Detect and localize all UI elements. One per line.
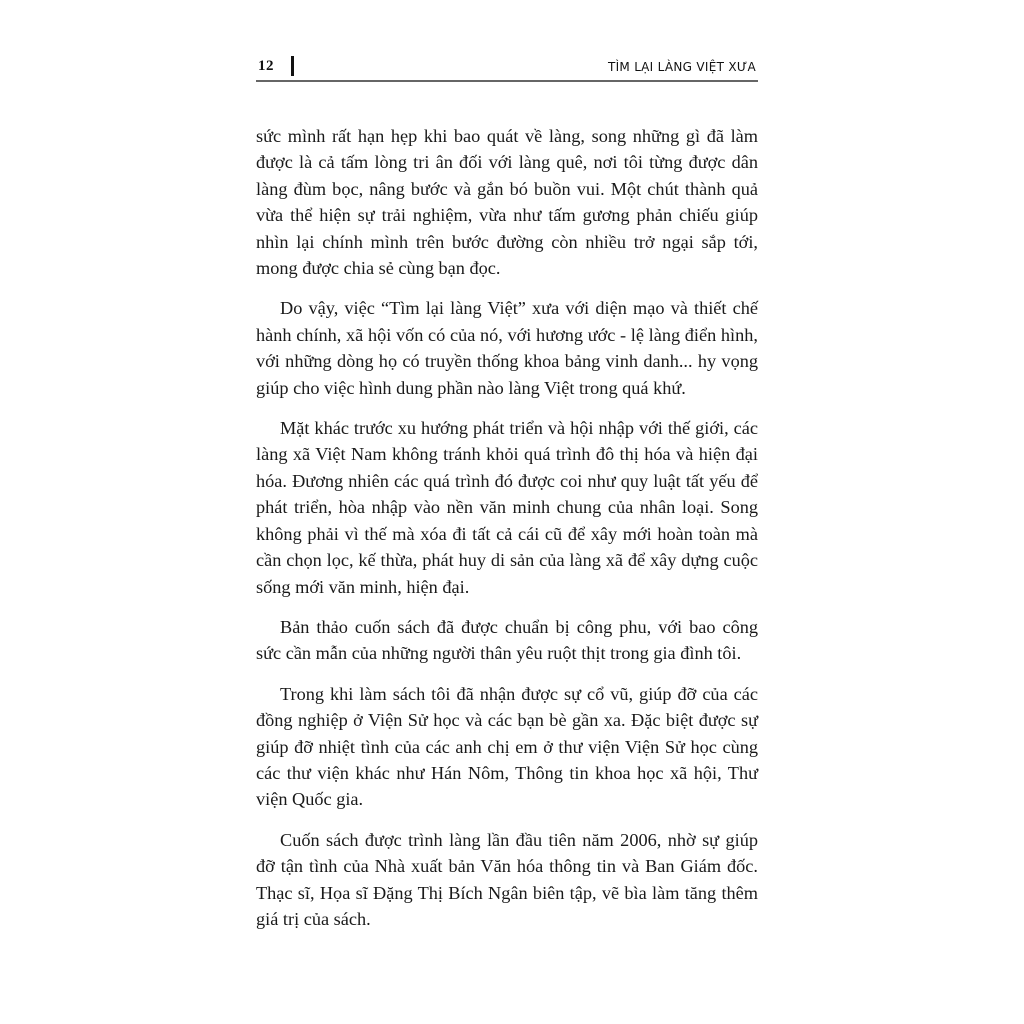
header-rule xyxy=(256,80,758,82)
paragraph: sức mình rất hạn hẹp khi bao quát về làng, song những gì đã làm được là cả tấm lòng tri ân đối với làng quê, nơi tôi từng được dân làng đùm bọc, nâng bước và gắn bó buồn vui. Một chút thành quả vừa thể hiện sự trải nghiệm, vừa như tấm gương phản chiếu giúp nhìn lại chính mình trên bước đường còn nhiều trở ngại sắp tới, mong được chia sẻ cùng bạn đọc. xyxy=(256,126,758,279)
paragraph: Mặt khác trước xu hướng phát triển và hội nhập với thế giới, các làng xã Việt Nam không tránh khỏi quá trình đô thị hóa và hiện đại hóa. Đương nhiên các quá trình đó được coi như quy luật tất yếu để phát triển, hòa nhập vào nền văn minh chung của nhân loại. Song không phải vì thế mà xóa đi tất cả cái cũ để xây mới hoàn toàn mà cần chọn lọc, kế thừa, phát huy di sản của làng xã để xây dựng cuộc sống mới văn minh, hiện đại. xyxy=(256,418,758,597)
page-header xyxy=(256,58,758,82)
paragraph: Trong khi làm sách tôi đã nhận được sự cổ vũ, giúp đỡ của các đồng nghiệp ở Viện Sử học và các bạn bè gần xa. Đặc biệt được sự giúp đỡ nhiệt tình của các anh chị em ở thư viện Viện Sử học cùng các thư viện khác như Hán Nôm, Thông tin khoa học xã hội, Thư viện Quốc gia. xyxy=(256,683,758,810)
body-text xyxy=(256,123,758,946)
header-divider-bar xyxy=(291,56,294,76)
paragraph: Bản thảo cuốn sách đã được chuẩn bị công phu, với bao công sức cần mẫn của những người thân yêu ruột thịt trong gia đình tôi. xyxy=(256,616,758,664)
book-page xyxy=(256,0,758,1024)
paragraph: Cuốn sách được trình làng lần đầu tiên năm 2006, nhờ sự giúp đỡ tận tình của Nhà xuất bản Văn hóa thông tin và Ban Giám đốc. Thạc sĩ, Họa sĩ Đặng Thị Bích Ngân biên tập, vẽ bìa làm tăng thêm giá trị của sách. xyxy=(256,829,758,929)
running-title: TÌM LẠI LÀNG VIỆT XƯA xyxy=(607,60,756,74)
paragraph: Do vậy, việc “Tìm lại làng Việt” xưa với diện mạo và thiết chế hành chính, xã hội vốn có của nó, với hương ước - lệ làng điển hình, với những dòng họ có truyền thống khoa bảng vinh danh... hy vọng giúp cho việc hình dung phần nào làng Việt trong quá khứ. xyxy=(256,298,758,398)
page-number: 12 xyxy=(258,58,274,74)
